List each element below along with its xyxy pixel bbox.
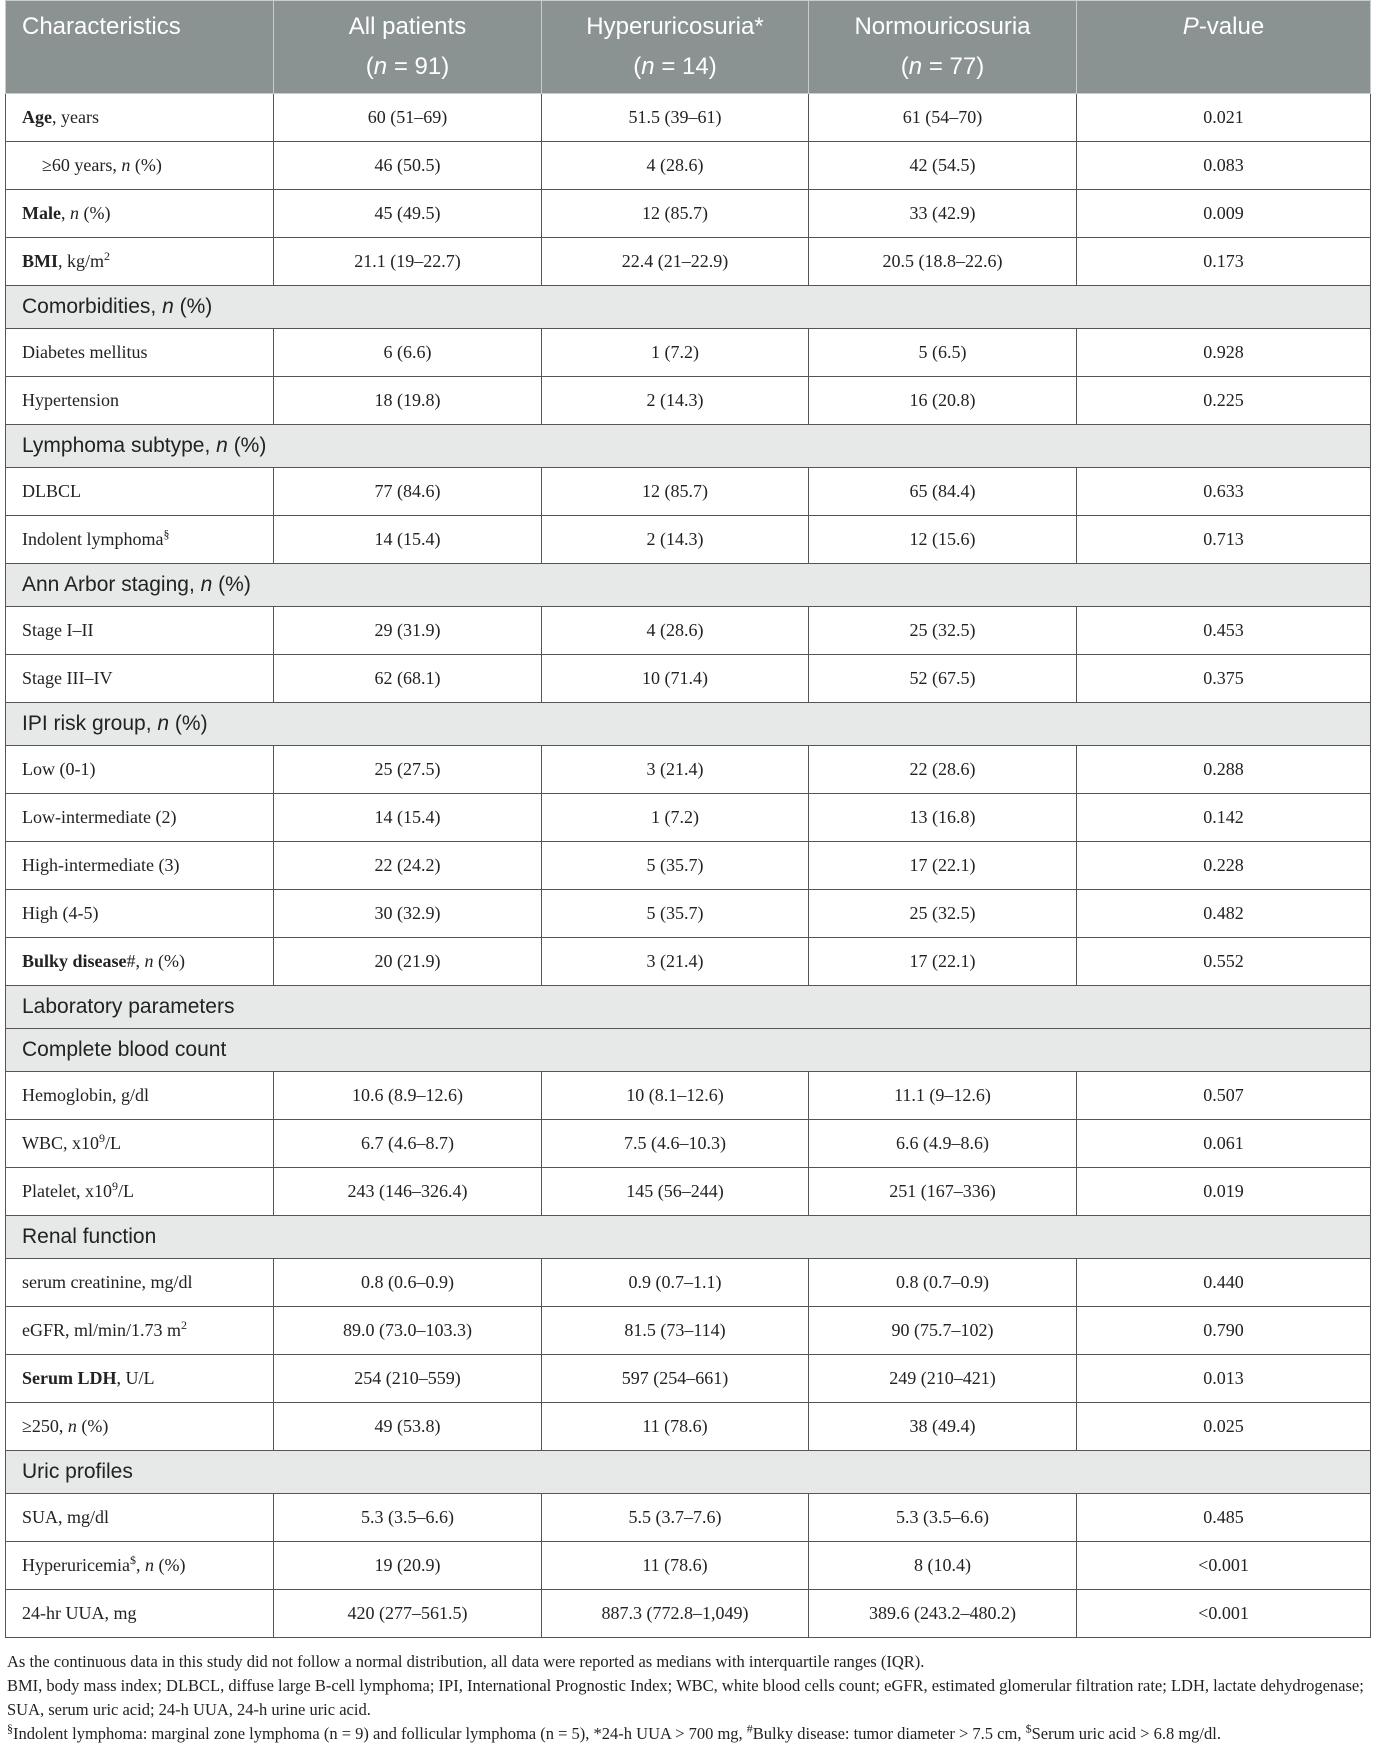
cell-all-patients: 420 (277–561.5): [274, 1590, 542, 1638]
row-label: eGFR, ml/min/1.73 $m^2$: [6, 1307, 274, 1355]
cell-all-patients: 0.8 (0.6–0.9): [274, 1259, 542, 1307]
section-label: IPI risk group, n (%): [6, 703, 1371, 746]
row-label: Bulky disease#, n (%): [6, 938, 274, 986]
header-characteristics: Characteristics: [6, 1, 274, 94]
header-all-patients-n: (n = 91): [365, 53, 450, 80]
cell-p-value: 0.713: [1077, 516, 1371, 564]
table-row: [6, 1494, 1371, 1542]
row-label: Stage III–IV: [6, 655, 274, 703]
cell-p-value: 0.552: [1077, 938, 1371, 986]
cell-hyperuricosuria: 11 (78.6): [542, 1542, 809, 1590]
header-all-patients-label: All patients: [348, 13, 467, 40]
cell-p-value: 0.633: [1077, 468, 1371, 516]
row-label: Platelet, $x10^9/L$: [6, 1168, 274, 1216]
table-row: [6, 516, 1371, 564]
cell-normouricosuria: 42 (54.5): [809, 142, 1077, 190]
header-all-patients: [274, 1, 542, 94]
table-row: [6, 1120, 1371, 1168]
table-row: [6, 1168, 1371, 1216]
cell-hyperuricosuria: 10 (8.1–12.6): [542, 1072, 809, 1120]
row-label: Age, years: [6, 94, 274, 142]
table-row: [6, 746, 1371, 794]
table-row: [6, 1072, 1371, 1120]
cell-normouricosuria: 11.1 (9–12.6): [809, 1072, 1077, 1120]
cell-normouricosuria: 25 (32.5): [809, 607, 1077, 655]
cell-all-patients: 21.1 (19–22.7): [274, 238, 542, 286]
cell-p-value: <0.001: [1077, 1590, 1371, 1638]
cell-all-patients: 25 (27.5): [274, 746, 542, 794]
row-label: Male, n (%): [6, 190, 274, 238]
cell-normouricosuria: 25 (32.5): [809, 890, 1077, 938]
cell-hyperuricosuria: 4 (28.6): [542, 607, 809, 655]
header-hyperuricosuria: [542, 1, 809, 94]
cell-all-patients: 20 (21.9): [274, 938, 542, 986]
row-label: ≥60 years, n (%): [6, 142, 274, 190]
cell-all-patients: 14 (15.4): [274, 516, 542, 564]
table-row: [6, 607, 1371, 655]
cell-all-patients: 254 (210–559): [274, 1355, 542, 1403]
cell-hyperuricosuria: 22.4 (21–22.9): [542, 238, 809, 286]
row-label: Low (0-1): [6, 746, 274, 794]
cell-hyperuricosuria: 11 (78.6): [542, 1403, 809, 1451]
section-label: Lymphoma subtype, n (%): [6, 425, 1371, 468]
section-header-row: [6, 425, 1371, 468]
row-label: Hemoglobin, g/dl: [6, 1072, 274, 1120]
table-body: [6, 94, 1371, 1638]
cell-p-value: 0.021: [1077, 94, 1371, 142]
table-row: [6, 842, 1371, 890]
cell-all-patients: 89.0 (73.0–103.3): [274, 1307, 542, 1355]
table-row: [6, 190, 1371, 238]
footnote-abbreviations: BMI, body mass index; DLBCL, diffuse large B-cell lymphoma; IPI, International Prognostic Index; WBC, white blood cells count; eGFR, estimated glomerular filtration rate; LDH, lactate dehydrogenase; SUA, serum uric acid; 24-h UUA, 24-h urine uric acid.: [7, 1676, 1364, 1719]
cell-normouricosuria: 65 (84.4): [809, 468, 1077, 516]
cell-normouricosuria: 6.6 (4.9–8.6): [809, 1120, 1077, 1168]
header-hyperuricosuria-n: (n = 14): [633, 53, 717, 80]
table-row: [6, 890, 1371, 938]
section-header-row: [6, 564, 1371, 607]
cell-normouricosuria: 249 (210–421): [809, 1355, 1077, 1403]
table-row: [6, 238, 1371, 286]
cell-p-value: 0.173: [1077, 238, 1371, 286]
table-row: [6, 1259, 1371, 1307]
cell-p-value: 0.440: [1077, 1259, 1371, 1307]
cell-all-patients: 22 (24.2): [274, 842, 542, 890]
row-label: Stage I–II: [6, 607, 274, 655]
cell-hyperuricosuria: 3 (21.4): [542, 938, 809, 986]
cell-hyperuricosuria: 597 (254–661): [542, 1355, 809, 1403]
cell-all-patients: 45 (49.5): [274, 190, 542, 238]
row-label: DLBCL: [6, 468, 274, 516]
cell-normouricosuria: 33 (42.9): [809, 190, 1077, 238]
row-label: Low-intermediate (2): [6, 794, 274, 842]
row-label: Hypertension: [6, 377, 274, 425]
cell-p-value: 0.375: [1077, 655, 1371, 703]
cell-all-patients: 49 (53.8): [274, 1403, 542, 1451]
cell-normouricosuria: 61 (54–70): [809, 94, 1077, 142]
cell-hyperuricosuria: 81.5 (73–114): [542, 1307, 809, 1355]
cell-all-patients: 243 (146–326.4): [274, 1168, 542, 1216]
cell-p-value: <0.001: [1077, 1542, 1371, 1590]
characteristics-table: [5, 0, 1371, 1638]
cell-hyperuricosuria: 7.5 (4.6–10.3): [542, 1120, 809, 1168]
row-label: ≥250, n (%): [6, 1403, 274, 1451]
cell-all-patients: 62 (68.1): [274, 655, 542, 703]
row-label: High-intermediate (3): [6, 842, 274, 890]
cell-all-patients: 6 (6.6): [274, 329, 542, 377]
table-row: [6, 655, 1371, 703]
cell-all-patients: 6.7 (4.6–8.7): [274, 1120, 542, 1168]
cell-p-value: 0.507: [1077, 1072, 1371, 1120]
cell-p-value: 0.061: [1077, 1120, 1371, 1168]
cell-hyperuricosuria: 51.5 (39–61): [542, 94, 809, 142]
cell-p-value: 0.225: [1077, 377, 1371, 425]
header-hyperuricosuria-label: Hyperuricosuria*: [586, 13, 764, 40]
table-page: [5, 0, 1370, 1746]
cell-all-patients: 5.3 (3.5–6.6): [274, 1494, 542, 1542]
header-p-value: P-value: [1077, 1, 1371, 94]
section-label: Ann Arbor staging, n (%): [6, 564, 1371, 607]
table-row: [6, 1590, 1371, 1638]
cell-all-patients: 29 (31.9): [274, 607, 542, 655]
section-label: Uric profiles: [6, 1451, 1371, 1494]
section-header-row: [6, 703, 1371, 746]
table-row: [6, 377, 1371, 425]
table-row: [6, 794, 1371, 842]
cell-normouricosuria: 17 (22.1): [809, 938, 1077, 986]
row-label: WBC, $x10^9/L$: [6, 1120, 274, 1168]
header-normouricosuria: [809, 1, 1077, 94]
cell-hyperuricosuria: 0.9 (0.7–1.1): [542, 1259, 809, 1307]
cell-hyperuricosuria: 887.3 (772.8–1,049): [542, 1590, 809, 1638]
cell-normouricosuria: 20.5 (18.8–22.6): [809, 238, 1077, 286]
header-normouricosuria-n: (n = 77): [900, 53, 985, 80]
table-row: [6, 1307, 1371, 1355]
footnote-definitions: §Indolent lymphoma: marginal zone lymphoma (n = 9) and follicular lymphoma (n = 5), *24-h UUA > 700 mg, #Bulky disease: tumor diameter > 7.5 cm, $Serum uric acid > 6.8 mg/dl.: [7, 1721, 1221, 1743]
cell-hyperuricosuria: 2 (14.3): [542, 516, 809, 564]
cell-normouricosuria: 251 (167–336): [809, 1168, 1077, 1216]
footnote-distribution: As the continuous data in this study did not follow a normal distribution, all data were reported as medians with interquartile ranges (IQR).: [7, 1652, 925, 1671]
section-header-row: [6, 286, 1371, 329]
row-label: serum creatinine, mg/dl: [6, 1259, 274, 1307]
table-row: [6, 1355, 1371, 1403]
header-normouricosuria-label: Normouricosuria: [854, 13, 1031, 40]
cell-p-value: 0.288: [1077, 746, 1371, 794]
cell-hyperuricosuria: 3 (21.4): [542, 746, 809, 794]
cell-all-patients: 10.6 (8.9–12.6): [274, 1072, 542, 1120]
table-row: [6, 1403, 1371, 1451]
cell-p-value: 0.928: [1077, 329, 1371, 377]
table-row: [6, 329, 1371, 377]
section-label: Renal function: [6, 1216, 1371, 1259]
cell-normouricosuria: 17 (22.1): [809, 842, 1077, 890]
cell-p-value: 0.453: [1077, 607, 1371, 655]
cell-hyperuricosuria: 5 (35.7): [542, 842, 809, 890]
cell-p-value: 0.025: [1077, 1403, 1371, 1451]
cell-all-patients: 77 (84.6): [274, 468, 542, 516]
cell-hyperuricosuria: 5 (35.7): [542, 890, 809, 938]
cell-normouricosuria: 8 (10.4): [809, 1542, 1077, 1590]
cell-normouricosuria: 389.6 (243.2–480.2): [809, 1590, 1077, 1638]
section-header-row: [6, 1451, 1371, 1494]
section-header-row: [6, 986, 1371, 1029]
table-row: [6, 94, 1371, 142]
row-label: 24-hr UUA, mg: [6, 1590, 274, 1638]
cell-all-patients: 14 (15.4): [274, 794, 542, 842]
cell-hyperuricosuria: 145 (56–244): [542, 1168, 809, 1216]
cell-normouricosuria: 12 (15.6): [809, 516, 1077, 564]
row-label: High (4-5): [6, 890, 274, 938]
cell-p-value: 0.013: [1077, 1355, 1371, 1403]
row-label: Diabetes mellitus: [6, 329, 274, 377]
cell-normouricosuria: 52 (67.5): [809, 655, 1077, 703]
row-label: SUA, mg/dl: [6, 1494, 274, 1542]
table-header-row: [6, 1, 1371, 94]
cell-all-patients: 18 (19.8): [274, 377, 542, 425]
cell-p-value: 0.482: [1077, 890, 1371, 938]
table-footnotes: [5, 1650, 1370, 1746]
section-label: Complete blood count: [6, 1029, 1371, 1072]
cell-normouricosuria: 22 (28.6): [809, 746, 1077, 794]
table-row: [6, 1542, 1371, 1590]
cell-hyperuricosuria: 12 (85.7): [542, 468, 809, 516]
cell-hyperuricosuria: 12 (85.7): [542, 190, 809, 238]
cell-normouricosuria: 5.3 (3.5–6.6): [809, 1494, 1077, 1542]
cell-normouricosuria: 13 (16.8): [809, 794, 1077, 842]
cell-hyperuricosuria: 4 (28.6): [542, 142, 809, 190]
cell-normouricosuria: 5 (6.5): [809, 329, 1077, 377]
row-label: Indolent lymphoma§: [6, 516, 274, 564]
section-label: Comorbidities, n (%): [6, 286, 1371, 329]
cell-hyperuricosuria: 2 (14.3): [542, 377, 809, 425]
cell-all-patients: 46 (50.5): [274, 142, 542, 190]
cell-p-value: 0.485: [1077, 1494, 1371, 1542]
cell-all-patients: 30 (32.9): [274, 890, 542, 938]
table-row: [6, 938, 1371, 986]
row-label: Serum LDH, U/L: [6, 1355, 274, 1403]
cell-p-value: 0.019: [1077, 1168, 1371, 1216]
cell-all-patients: 19 (20.9): [274, 1542, 542, 1590]
cell-hyperuricosuria: 1 (7.2): [542, 329, 809, 377]
cell-normouricosuria: 0.8 (0.7–0.9): [809, 1259, 1077, 1307]
table-row: [6, 142, 1371, 190]
section-label: Laboratory parameters: [6, 986, 1371, 1029]
cell-normouricosuria: 90 (75.7–102): [809, 1307, 1077, 1355]
cell-p-value: 0.228: [1077, 842, 1371, 890]
cell-p-value: 0.009: [1077, 190, 1371, 238]
row-label: Hyperuricemia$, n (%): [6, 1542, 274, 1590]
cell-normouricosuria: 38 (49.4): [809, 1403, 1077, 1451]
cell-p-value: 0.083: [1077, 142, 1371, 190]
section-header-row: [6, 1216, 1371, 1259]
cell-hyperuricosuria: 10 (71.4): [542, 655, 809, 703]
cell-all-patients: 60 (51–69): [274, 94, 542, 142]
cell-hyperuricosuria: 1 (7.2): [542, 794, 809, 842]
table-row: [6, 468, 1371, 516]
row-label: BMI, $kg/m^2$: [6, 238, 274, 286]
cell-normouricosuria: 16 (20.8): [809, 377, 1077, 425]
section-header-row: [6, 1029, 1371, 1072]
cell-p-value: 0.142: [1077, 794, 1371, 842]
cell-hyperuricosuria: 5.5 (3.7–7.6): [542, 1494, 809, 1542]
cell-p-value: 0.790: [1077, 1307, 1371, 1355]
